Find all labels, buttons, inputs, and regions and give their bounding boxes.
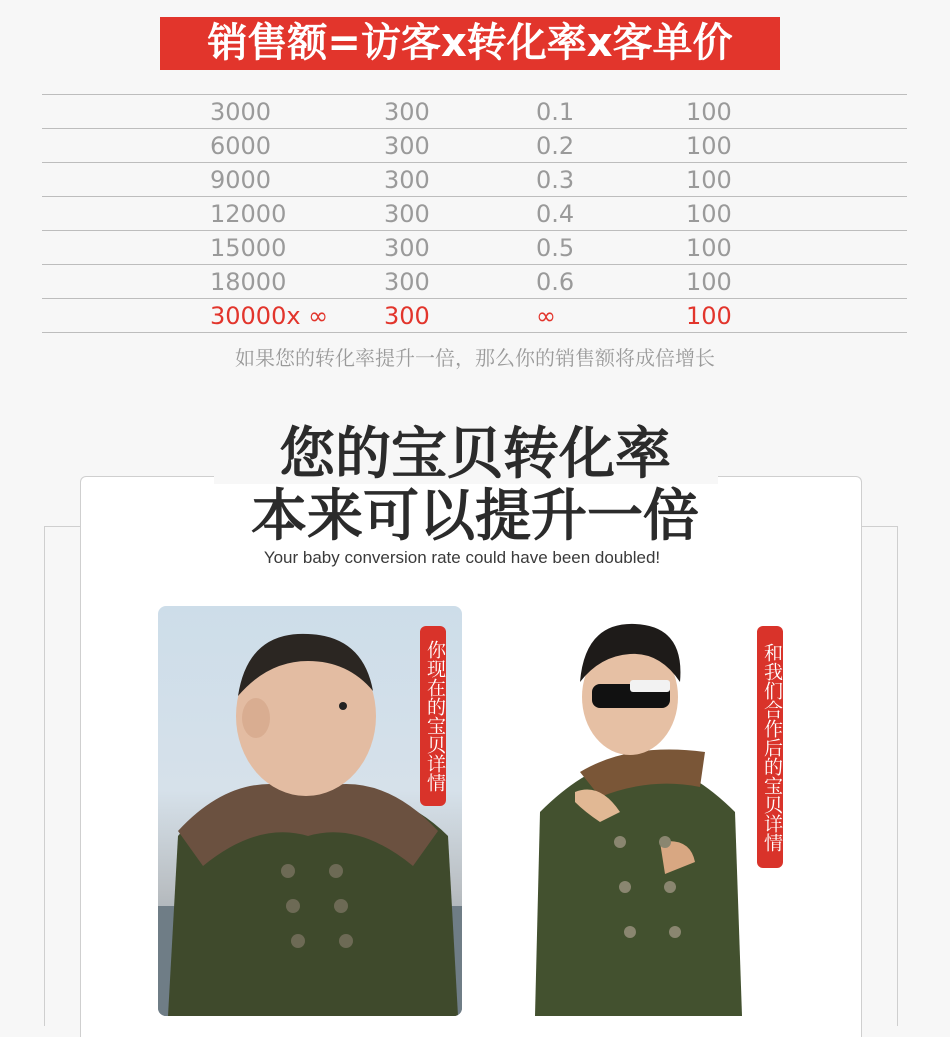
sales-cell: 9000: [210, 166, 272, 194]
visitors-cell: 300: [384, 98, 430, 126]
table-row: [42, 264, 907, 298]
subheadline: Your baby conversion rate could have been doubled!: [263, 548, 661, 567]
sales-cell: 6000: [210, 132, 272, 160]
table-row-highlight: [42, 298, 907, 333]
price-cell: 100: [686, 98, 732, 126]
table-row: [42, 162, 907, 196]
price-cell: 100: [686, 302, 732, 330]
headline-line-2: 本来可以提升一倍: [251, 484, 699, 549]
after-tag: 和我们合作后的宝贝详情: [757, 626, 783, 868]
table-row: [42, 230, 907, 264]
table-row: [42, 128, 907, 162]
sales-cell: 30000x ∞: [210, 302, 329, 330]
child-after-illustration: [480, 612, 785, 1016]
sales-table: [42, 94, 907, 333]
child-before-illustration: [158, 606, 462, 1016]
table-row: [42, 94, 907, 128]
sales-cell: 18000: [210, 268, 287, 296]
formula-banner: 销售额=访客x转化率x客单价: [160, 17, 780, 70]
visitors-cell: 300: [384, 166, 430, 194]
visitors-cell: 300: [384, 200, 430, 228]
visitors-cell: 300: [384, 268, 430, 296]
rate-cell: 0.6: [536, 268, 575, 296]
rate-cell: 0.2: [536, 132, 575, 160]
price-cell: 100: [686, 166, 732, 194]
before-photo: [158, 606, 462, 1016]
headline-line-1: 您的宝贝转化率: [279, 422, 671, 487]
visitors-cell: 300: [384, 234, 430, 262]
price-cell: 100: [686, 268, 732, 296]
price-cell: 100: [686, 234, 732, 262]
after-photo: [480, 612, 785, 1016]
sales-cell: 3000: [210, 98, 272, 126]
sales-cell: 15000: [210, 234, 287, 262]
rate-cell: 0.4: [536, 200, 575, 228]
price-cell: 100: [686, 132, 732, 160]
rate-cell: 0.3: [536, 166, 575, 194]
sales-cell: 12000: [210, 200, 287, 228]
rate-cell: 0.5: [536, 234, 575, 262]
growth-note: 如果您的转化率提升一倍，那么你的销售额将成倍增长: [235, 346, 715, 370]
visitors-cell: 300: [384, 302, 430, 330]
visitors-cell: 300: [384, 132, 430, 160]
rate-cell: 0.1: [536, 98, 575, 126]
rate-cell: ∞: [536, 302, 556, 330]
table-row: [42, 196, 907, 230]
price-cell: 100: [686, 200, 732, 228]
before-tag: 你现在的宝贝详情: [420, 626, 446, 806]
